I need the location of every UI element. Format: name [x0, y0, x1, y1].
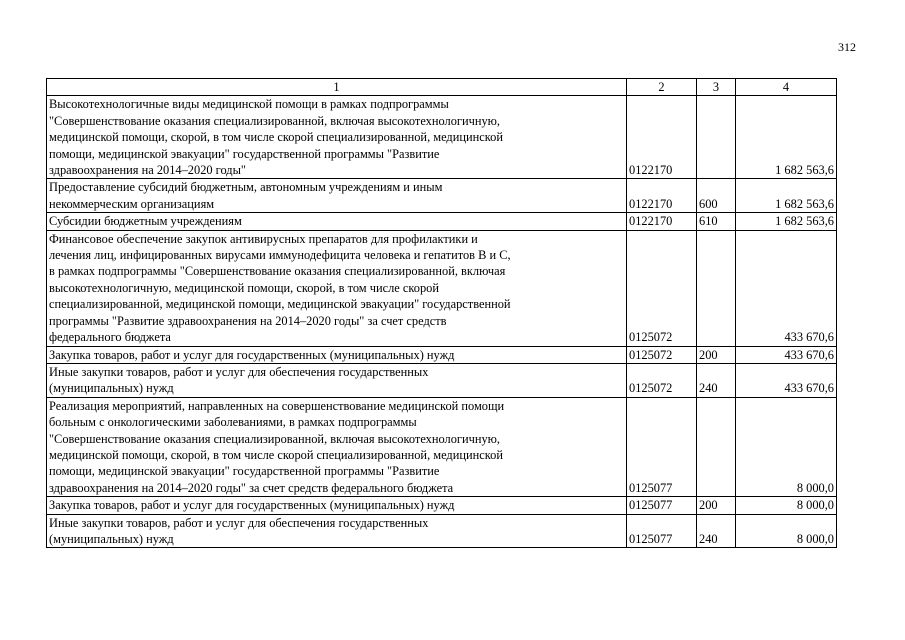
row-expense-type: 240 [697, 514, 736, 548]
row-target-code: 0125072 [627, 346, 697, 363]
row-amount: 1 682 563,6 [736, 96, 837, 179]
row-expense-type: 600 [697, 179, 736, 213]
row-expense-type [697, 230, 736, 346]
table-row [47, 230, 837, 346]
table-row [47, 213, 837, 230]
row-description: Реализация мероприятий, направленных на совершенствование медицинской помощи больным с онкологическими заболеваниями, в рамках подпрограммы "Совершенствование оказания специализированной, включая высокотехнологичную, медицинской помощи, скорой, в том числе скорой специализированной, медицинской помощи, медицинской эвакуации" государственной программы "Развитие здравоохранения на 2014–2020 годы" за счет средств федерального бюджета [47, 397, 627, 496]
row-description: Закупка товаров, работ и услуг для государственных (муниципальных) нужд [47, 346, 627, 363]
row-description: Высокотехнологичные виды медицинской помощи в рамках подпрограммы "Совершенствование оказания специализированной, включая высокотехнологичную, медицинской помощи, скорой, в том числе скорой специализированной, медицинской помощи, медицинской эвакуации" государственной программы "Развитие здравоохранения на 2014–2020 годы" [47, 96, 627, 179]
row-description: Иные закупки товаров, работ и услуг для обеспечения государственных (муниципальных) нужд [47, 363, 627, 397]
row-description: Предоставление субсидий бюджетным, автономным учреждениям и иным некоммерческим организациям [47, 179, 627, 213]
row-expense-type: 200 [697, 497, 736, 514]
row-amount: 433 670,6 [736, 363, 837, 397]
column-header-2: 2 [627, 79, 697, 96]
row-target-code: 0125077 [627, 497, 697, 514]
row-target-code: 0125077 [627, 397, 697, 496]
table-row [47, 514, 837, 548]
row-expense-type [697, 397, 736, 496]
table-row [47, 96, 837, 179]
table-header-row [47, 79, 837, 96]
table-row [47, 179, 837, 213]
row-expense-type [697, 96, 736, 179]
column-header-4: 4 [736, 79, 837, 96]
row-description: Иные закупки товаров, работ и услуг для обеспечения государственных (муниципальных) нужд [47, 514, 627, 548]
row-target-code: 0122170 [627, 96, 697, 179]
row-description: Субсидии бюджетным учреждениям [47, 213, 627, 230]
table-row [47, 363, 837, 397]
table-row [47, 397, 837, 496]
row-expense-type: 200 [697, 346, 736, 363]
row-amount: 1 682 563,6 [736, 179, 837, 213]
row-amount: 433 670,6 [736, 346, 837, 363]
column-header-1: 1 [47, 79, 627, 96]
row-description: Закупка товаров, работ и услуг для государственных (муниципальных) нужд [47, 497, 627, 514]
row-amount: 1 682 563,6 [736, 213, 837, 230]
row-amount: 8 000,0 [736, 497, 837, 514]
row-description: Финансовое обеспечение закупок антивирусных препаратов для профилактики и лечения лиц, инфицированных вирусами иммунодефицита человека и гепатитов B и C, в рамках подпрограммы "Совершенствование оказания специализированной, включая высокотехнологичную, медицинской помощи, скорой, в том числе скорой специализированной, медицинской помощи, медицинской эвакуации" государственной программы "Развитие здравоохранения на 2014–2020 годы" за счет средств федерального бюджета [47, 230, 627, 346]
budget-table [46, 78, 837, 548]
table-row [47, 346, 837, 363]
row-expense-type: 240 [697, 363, 736, 397]
row-amount: 8 000,0 [736, 397, 837, 496]
page-number: 312 [838, 40, 856, 54]
row-target-code: 0122170 [627, 213, 697, 230]
row-expense-type: 610 [697, 213, 736, 230]
row-amount: 433 670,6 [736, 230, 837, 346]
column-header-3: 3 [697, 79, 736, 96]
row-target-code: 0125077 [627, 514, 697, 548]
row-amount: 8 000,0 [736, 514, 837, 548]
row-target-code: 0122170 [627, 179, 697, 213]
table-row [47, 497, 837, 514]
row-target-code: 0125072 [627, 363, 697, 397]
row-target-code: 0125072 [627, 230, 697, 346]
